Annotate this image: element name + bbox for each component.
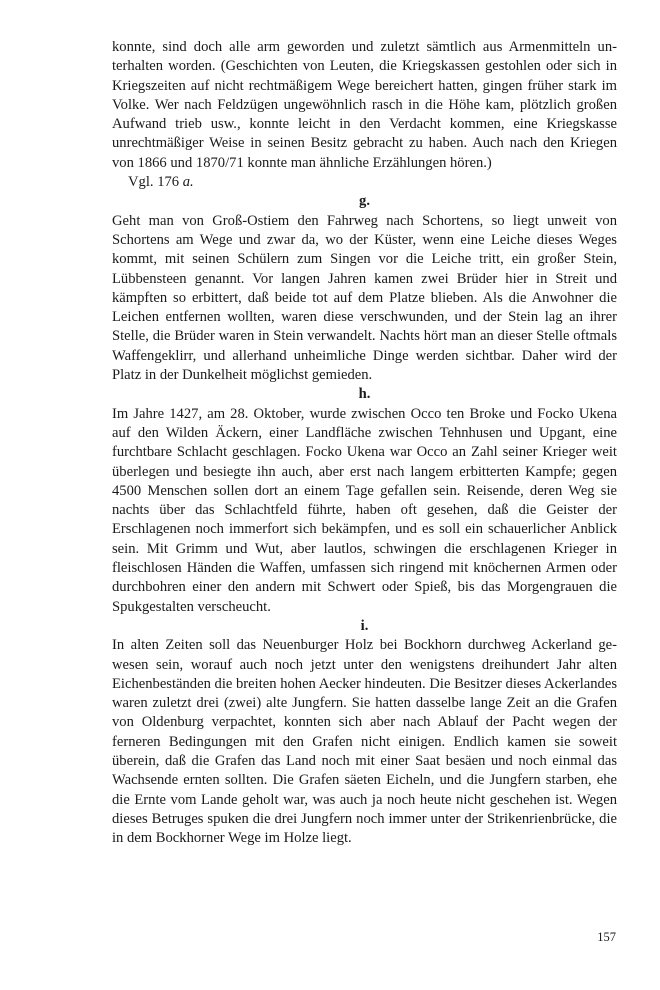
section-heading-i: i.	[360, 617, 369, 634]
section-heading-h: h.	[358, 386, 371, 403]
continued-paragraph: konnte, sind doch alle arm geworden und zuletzt sämtlich aus Armenmitteln unterhalten worden. (Geschichten von Leuten, die Kriegskassen gestohlen oder sich in Kriegszeiten auf nicht rechtmäßigem Wege bereichert hatten, gingen früher stark im Volke. Wer nach Feldzügen ungewöhnlich rasch in die Höhe kam, plötzlich großen Aufwand trieb usw., konnte leicht in den Verdacht kommen, eine Kriegskasse unrechtmäßiger Weise in seinen Besitz gebracht zu haben. Auch nach den Kriegen von 1866 und 1870/71 konnte man ähnliche Erzählungen hören.)	[112, 39, 617, 171]
section-text-i: In alten Zeiten soll das Neuenburger Holz bei Bockhorn durchweg Ackerland gewesen sein, worauf auch noch jetzt unter den wenigstens dreihundert Jahr alten Eichenbeständen die breiten hohen Aecker hindeuten. Die Besitzer dieses Ackerlandes waren zuletzt drei (zwei) alte Jungfern. Sie hatten dasselbe lange Zeit an die Grafen von Oldenburg verpachtet, konnten sich aber nach Ablauf der Pacht wegen der ferneren Bedingungen mit den Grafen nicht einigen. Endlich kamen sie soweit überein, daß die Grafen das Land noch mit einer Saat besäen und noch einmal das Wachsende ernten sollten. Die Grafen säeten Eicheln, und die Jungfern starben, ehe die Ernte vom Lande geholt war, was auch ja noch heute nicht geschehen ist. Wegen dieses Betruges spuken die drei Jungfern noch immer unter der Strikenrienbrücke, die in dem Bockhorner Wege im Holze liegt.	[112, 637, 617, 847]
page-body	[112, 38, 617, 848]
cross-reference-text: Vgl. 176	[128, 174, 183, 191]
section-heading-g: g.	[359, 193, 370, 210]
section-text-h: Im Jahre 1427, am 28. Oktober, wurde zwischen Occo ten Broke und Focko Ukena auf den Wilden Äckern, einer Landfläche zwischen Tehnhusen und Upgant, eine furchtbare Schlacht geschlagen. Focko Ukena war Occo an Zahl seiner Krieger weit überlegen und besiegte ihn auch, aber erst nach langem erbitterten Kampfe; gegen 4500 Menschen sollen dort an einem Tage gefallen sein. Reisende, deren Weg sie nachts über das Schlachtfeld führte, haben oft gesehen, daß die Geister der Erschlagenen noch immerfort sich bekämpfen, und es soll ein schauerlicher Anblick sein. Mit Grimm und Wut, aber lautlos, schwingen die erschlagenen Krieger in fleischlosen Händen die Waffen, umfassen sich ringend mit knöchernen Armen oder durchbohren einer den andern mit Schwert oder Spieß, bis das Morgengrauen die Spukgestalten verscheucht.	[112, 405, 617, 615]
page-number: 157	[597, 930, 616, 944]
section-text-g: Geht man von Groß-Ostiem den Fahrweg nach Schortens, so liegt unweit von Schortens am Wege und zwar da, wo der Küster, wenn eine Leiche dieses Weges kommt, mit seinen Schülern zum Singen vor die Leiche tritt, ein großer Stein, Lübbensteen genannt. Vor langen Jahren kamen zwei Brüder hier in Streit und kämpften so erbittert, daß beide tot auf dem Platze blieben. Als die Anwohner die Leichen entfernen wollten, waren diese verschwunden, und der Stein lag an ihrer Stelle, die Brüder waren in Stein verwandelt. Nachts hört man an dieser Stelle oftmals Waffengeklirr, und allerhand unheimliche Dinge werden sichtbar. Daher wird der Platz in der Dunkelheit möglichst gemieden.	[112, 212, 617, 384]
cross-reference	[112, 173, 617, 192]
cross-reference-suffix: a.	[182, 174, 194, 191]
